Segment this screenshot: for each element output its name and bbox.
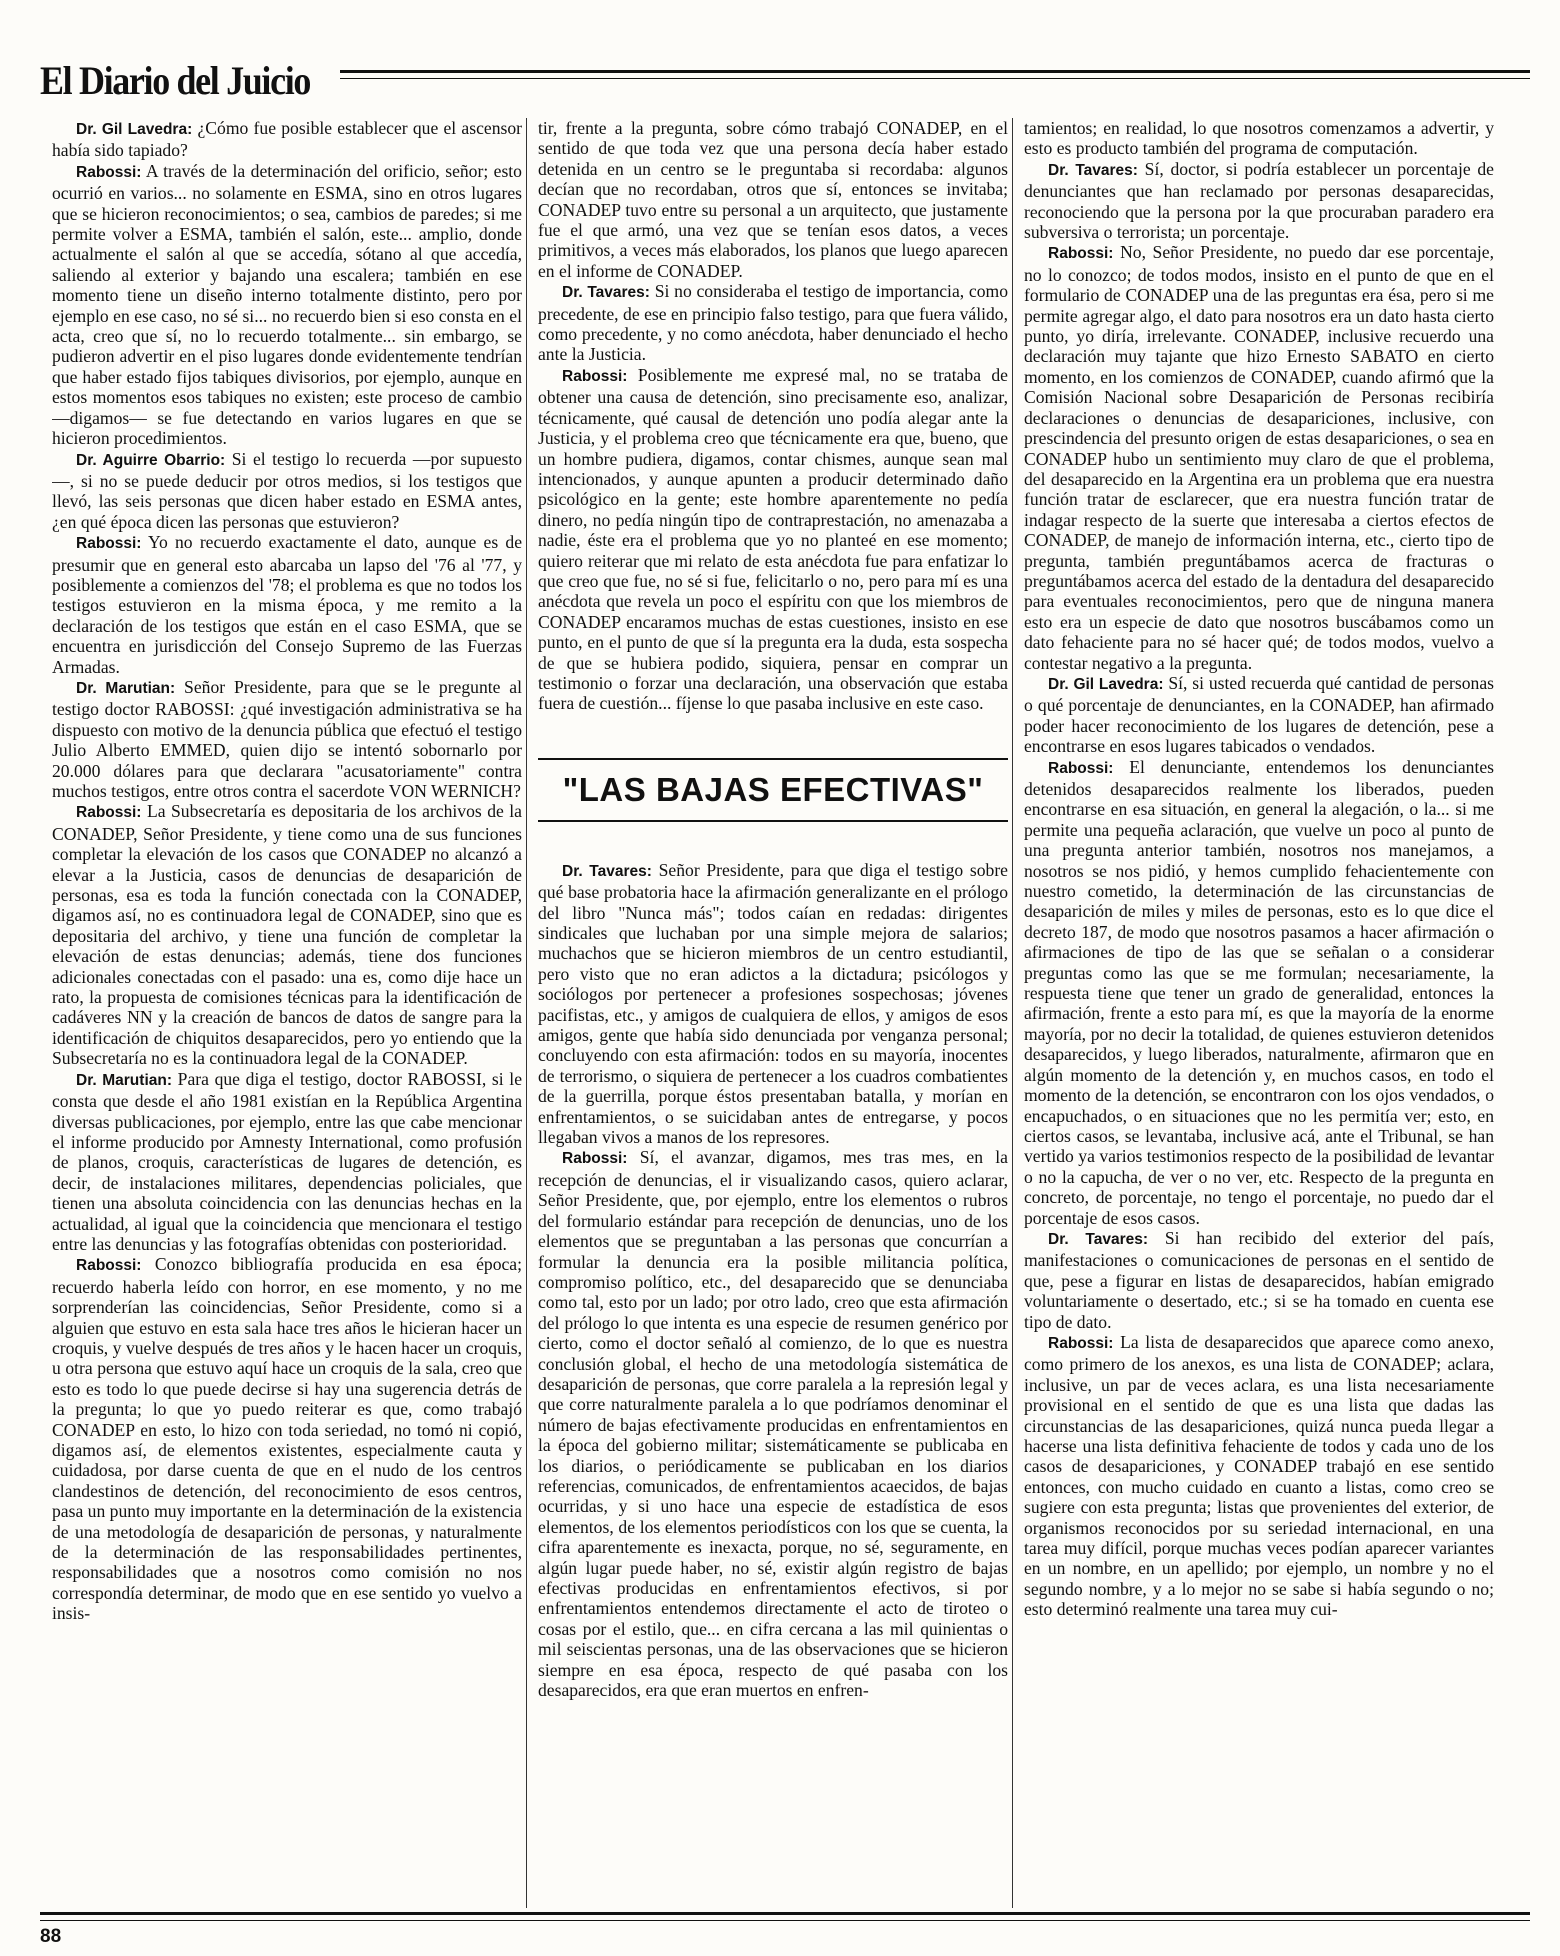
speaker-label: Dr. Aguirre Obarrio: <box>76 451 226 469</box>
headline-rule <box>538 758 1008 760</box>
paragraph: Dr. Gil Lavedra: Sí, si usted recuerda qué cantidad de personas o qué porcentaje de denunciantes, en la CONADEP, han afirmado poder hacer reconocimiento de los lugares de detención, pese a encontrarse en esos lugares tabicados o vendados. <box>1024 672 1494 757</box>
paragraph: Rabossi: Posiblemente me expresé mal, no se trataba de obtener una causa de detención, sino precisamente eso, analizar, técnicamente, qué causal de detención uno podía alegar ante la Justicia, y el problema creo que técnicamente era que, bueno, que un hombre pudiera, digamos, contar chismes, aunque sean mal intencionados, y aunque apunten a producir determinado daño psicológico en la gente; este hombre aparentemente no pedía dinero, no pedía ningún tipo de contraprestación, no amenazaba a nadie, éste era el problema que yo no planteé en ese momento; quiero reiterar que mi relato de esta anécdota fue para enfatizar lo que creo que fue, no sé si fue, felicitarlo o no, pero para mí es una anécdota que revela un poco el espíritu con que los miembros de CONADEP encaramos muchas de estas cuestiones, insisto en ese punto, en el punto de que sí la pregunta era la duda, esta sospecha de que se hubiera podido, siquiera, pensar en comprar un testimonio o forzar una declaración, una observación que estaba fuera de cuestión... fíjense lo que pasaba inclusive en este caso. <box>538 364 1008 714</box>
page-number: 88 <box>40 1926 62 1947</box>
speaker-label: Dr. Tavares: <box>1048 161 1138 179</box>
column-divider <box>1012 118 1013 1908</box>
column-2 <box>538 118 1008 1908</box>
paragraph: Dr. Tavares: Si no consideraba el testigo de importancia, como precedente, de ese en principio falso testigo, para que fuera válido, como precedente, y no como anécdota, haber denunciado el hecho ante la Justicia. <box>538 281 1008 365</box>
footer-rule-thin <box>40 1920 1530 1921</box>
speaker-label: Rabossi: <box>76 163 142 181</box>
column-divider <box>526 118 527 1908</box>
masthead-title: El Diario del Juicio <box>40 58 310 103</box>
paragraph: Dr. Tavares: Señor Presidente, para que diga el testigo sobre qué base probatoria hace la afirmación generalizante en el prólogo del libro "Nunca más"; todos caían en redadas: dirigentes sindicales que luchaban por una simple mejora de salarios; muchachos que se hicieron miembros de un centro estudiantil, pero visto que no eran adictos a la dictadura; psicólogos y sociólogos por pertenecer a profesiones sospechosas; jóvenes pacifistas, etc., y amigos de cualquiera de ellos, y amigos de esos amigos, gente que había sido denunciada por venganza personal; concluyendo con esta afirmación: todos en su mayoría, inocentes de terrorismo, o siquiera de pertenecer a los cuadros combatientes de la guerrilla, porque éstos presentaban batalla, y morían en enfrentamientos, o se suicidaban antes de entregarse, y pocos llegaban vivos a manos de los represores. <box>538 859 1008 1148</box>
speaker-label: Rabossi: <box>76 1257 142 1275</box>
speaker-label: Rabossi: <box>76 535 142 553</box>
masthead-rule-thick <box>340 70 1530 73</box>
paragraph: Rabossi: La Subsecretaría es depositaria de los archivos de la CONADEP, Señor Presidente, y tiene como una de sus funciones completar la elevación de los casos que CONADEP no alcanzó a elevar a la Justicia, casos de denuncias de desaparición de personas, esa es toda la función conectada con la CONADEP, digamos así, no es continuadora legal de CONADEP, sino que es depositaria del archivo, y tiene una función de completar la elevación de estas denuncias; además, tiene dos funciones adicionales conectadas con el pasado: una es, como dije hace un rato, la propuesta de comisiones técnicas para la identificación de cadáveres NN y la creación de bancos de datos de sangre para la identificación de chiquitos desaparecidos, pero yo entiendo que la Subsecretaría no es la continuadora legal de la CONADEP. <box>52 801 522 1069</box>
paragraph: Dr. Tavares: Si han recibido del exterior del país, manifestaciones o comunicaciones de personas en el sentido de que, pese a figurar en listas de desaparecidos, habían emigrado voluntariamente o desertado, etc.; si se ha tomado en cuenta ese tipo de dato. <box>1024 1227 1494 1332</box>
section-headline-box <box>538 758 1008 822</box>
speaker-label: Dr. Gil Lavedra: <box>76 121 193 138</box>
column-1 <box>52 118 522 1908</box>
page-footer <box>40 1912 1530 1952</box>
paragraph: Rabossi: Conozco bibliografía producida en esa época; recuerdo haberla leído con horror, en ese momento, y no me sorprenderían las coincidencias, Señor Presidente, como si a alguien que estuvo en esta sala hace tres años le hicieran hacer un croquis, y vuelve después de tres años y le hacen hacer un croquis, u otra persona que estuvo aquí hace un croquis de la sala, creo que esto es todo lo que puede decirse si hay una sugerencia detrás de la pregunta; lo que yo puedo reiterar es que, como trabajó CONADEP en esto, lo hizo con toda seriedad, no tomó ni copió, digamos así, de elementos existentes, especialmente cauta y cuidadosa, por darse cuenta de que en el nudo de los centros clandestinos de detención, del reconocimiento de esos centros, pasa un punto muy importante en la determinación de la existencia de una metodología de desaparición de personas, y naturalmente de la determinación de las responsabilidades pertinentes, responsabilidades que a nosotros como comisión no nos correspondía determinar, de modo que en ese sentido yo vuelvo a insis- <box>52 1254 522 1624</box>
section-headline: "LAS BAJAS EFECTIVAS" <box>562 770 984 808</box>
speaker-label: Rabossi: <box>76 804 142 822</box>
speaker-label: Dr. Tavares: <box>1048 1230 1149 1248</box>
speaker-label: Dr. Tavares: <box>562 284 650 302</box>
speaker-label: Dr. Tavares: <box>562 862 652 880</box>
paragraph: Dr. Tavares: Sí, doctor, si podría establecer un porcentaje de denunciantes que han reclamado por personas desaparecidas, reconociendo que la persona por la que procuraban paradero era subversiva o terrorista; un porcentaje. <box>1024 158 1494 243</box>
speaker-label: Rabossi: <box>562 1150 628 1168</box>
speaker-label: Dr. Gil Lavedra: <box>1048 675 1164 693</box>
masthead-rule-thin <box>340 78 1530 79</box>
paragraph: Dr. Aguirre Obarrio: Si el testigo lo recuerda —por supuesto—, si no se puede deducir por otros medios, si los testigos que llevó, las seis personas que dicen haber estado en ESMA antes, ¿en qué época dicen las personas que estuvieron? <box>52 448 522 532</box>
paragraph: Rabossi: Yo no recuerdo exactamente el dato, aunque es de presumir que en general esto abarcaba un lapso del '76 al '77, y posiblemente a comienzos del '78; el problema es que no todos los testigos estuvieron en la misma época, y me remito a la declaración de los testigos que están en el caso ESMA, que se encuentra en jurisdicción del Consejo Supremo de las Fuerzas Armadas. <box>52 532 522 677</box>
column-3 <box>1024 118 1494 1908</box>
footer-rule-thick <box>40 1912 1530 1915</box>
paragraph: Dr. Gil Lavedra: ¿Cómo fue posible establecer que el ascensor había sido tapiado? <box>52 118 522 161</box>
headline-rule <box>538 820 1008 822</box>
paragraph: Rabossi: El denunciante, entendemos los denunciantes detenidos desaparecidos realmente los liberados, pueden encontrarse en esa situación, en general la alegación, o la... si me permite una pequeña aclaración, que vuelve un poco al punto de una pregunta anterior también, nosotros nos manejamos, a nosotros se nos pidió, y hemos cumplido fehacientemente con nuestro cometido, la determinación de las circunstancias de desaparición de miles y miles de personas, esto es lo que dice el decreto 187, de modo que nosotros pasamos a hacer afirmación o afirmaciones de tipo de las que se señalan o a considerar preguntas como las que se me formulan; necesariamente, la respuesta tiene que tener un grado de generalidad, entonces la afirmación, frente a esto para mí, es que la mayoría de la enorme mayoría, por no decir la totalidad, de quienes estuvieron detenidos desaparecidos, y luego liberados, naturalmente, afirmaron que en algún momento de la detención y, en muchos casos, en todo el momento de la detención, se encontraron con los ojos vendados, o encapuchados, o en situaciones que no les permitía ver; esto, en ciertos casos, se levantaba, inclusive acá, ante el Tribunal, se han vertido ya varios testimonios respecto de la posibilidad de levantar o no la capucha, de ver o no ver, etc. Respecto de la pregunta en concreto, de porcentaje, no tengo el porcentaje, no puedo dar el porcentaje de esos casos. <box>1024 756 1494 1228</box>
speaker-label: Dr. Marutian: <box>76 1071 172 1089</box>
speaker-label: Rabossi: <box>1048 759 1114 777</box>
speaker-label: Rabossi: <box>562 367 628 385</box>
paragraph: Rabossi: Sí, el avanzar, digamos, mes tras mes, en la recepción de denuncias, el ir visualizando casos, quiero aclarar, Señor Presidente, que, por ejemplo, entre los elementos o rubros del formulario estándar para recepción de denuncias, uno de los elementos que se preguntaban a las personas que concurrían a formular la denuncia era la posible militancia política, compromiso político, etc., del desaparecido que se denunciaba como tal, esto por un lado; por otro lado, creo que esta afirmación del prólogo lo que intenta es una especie de resumen genérico por cierto, como el doctor señaló al comienzo, de lo que es nuestra conclusión global, el hecho de una metodología sistemática de desaparición de personas, que corre paralela a la represión legal y que corre naturalmente paralela a lo que podríamos denominar el número de bajas efectivamente producidas en enfrentamientos en la época del gobierno militar; sistemáticamente se publicaba en los diarios, o periódicamente se publicaban en los diarios referencias, comunicados, de enfrentamientos acaecidos, de bajas ocurridas, y si uno hace una especie de estadística de esos elementos, de los elementos periodísticos con los que se cuenta, la cifra aparentemente es inexacta, porque, no sé, seguramente, en algún lugar puede haber, no sé, existir algún registro de bajas efectivas producidas en enfrentamientos efectivos, si por enfrentamientos entendemos directamente el acto de tiroteo o cosas por el estilo, que... en cifra cercana a las mil quinientas o mil seiscientas personas, una de las observaciones que se hicieron siempre en esa época, respecto de qué pasaba con los desaparecidos, era que eran muertos en enfren- <box>538 1147 1008 1701</box>
paragraph: Dr. Marutian: Para que diga el testigo, doctor RABOSSI, si le consta que desde el año 1981 existían en la República Argentina diversas publicaciones, por ejemplo, entre las que cabe mencionar el informe producido por Amnesty International, como profusión de planos, croquis, características de lugares de detención, es decir, de instalaciones militares, dependencias policiales, que tienen una absoluta coincidencia con las denuncias hechas en la actualidad, al igual que la coincidencia que mencionara el testigo entre las denuncias y las fotografías obtenidas con posterioridad. <box>52 1068 522 1254</box>
speaker-label: Rabossi: <box>1048 245 1114 263</box>
speaker-label: Dr. Marutian: <box>76 679 176 697</box>
paragraph: Rabossi: A través de la determinación del orificio, señor; esto ocurrió en varios... no solamente en ESMA, sino en otros lugares que se hicieron reconocimientos; o sea, cambios de paredes; si me permite volver a ESMA, también el salón, este... amplio, donde actualmente el salón al que se accedía, sótano al que accedía, saliendo al exterior y bajando una escalera; también en ese momento tiene un diseño interno totalmente distinto, pero por ejemplo en ese caso, no sé si... no recuerdo bien si eso consta en el acta, creo que sí, no lo recuerdo totalmente... sin embargo, se pudieron advertir en el piso lugares donde evidentemente tendrían que haber estado fijos tabiques divisorios, por ejemplo, aunque en estos momentos esos tabiques no existen; este proceso de cambio —digamos— se fue detectando en varios lugares en que se hicieron procedimientos. <box>52 160 522 449</box>
paragraph: tamientos; en realidad, lo que nosotros comenzamos a advertir, y esto es producto también del programa de computación. <box>1024 118 1494 159</box>
paragraph: Dr. Marutian: Señor Presidente, para que se le pregunte al testigo doctor RABOSSI: ¿qué investigación administrativa se ha dispuesto con motivo de la denuncia pública que efectuó el testigo Julio Alberto EMMED, quien dijo se intentó sobornarlo por 20.000 dólares para que declarara "acusatoriamente" contra muchos testigos, entre otros contra el sacerdote VON WERNICH? <box>52 676 522 801</box>
paragraph: Rabossi: No, Señor Presidente, no puedo dar ese porcentaje, no lo conozco; de todos modos, insisto en el punto de que en el formulario de CONADEP una de las preguntas era ésa, pero si me permite agregar algo, el dato para nosotros era un dato hasta cierto punto, yo diría, irrelevante. CONADEP, inclusive recuerdo una declaración muy tajante que hizo Ernesto SABATO en cierto momento, en los comienzos de CONADEP, cuando afirmó que la Comisión Nacional sobre Desaparición de Personas recibiría declaraciones o denuncias de desapariciones, inclusive, con prescindencia del presunto origen de estas desapariciones, o sea en CONADEP hubo un sentimiento muy claro de que el problema, del desaparecido en la Argentina era un problema que era nuestra función tratar de esclarecer, que era nuestra función tratar de indagar respecto de la suerte que interesaba a ciertos efectos de CONADEP, de manejo de información interna, etc., cierto tipo de pregunta, también preguntábamos acerca de fracturas o preguntábamos acerca del estado de la dentadura del desaparecido para eventuales reconocimientos, pero que de ninguna manera esto era un especie de dato que nosotros buscábamos como un dato fehaciente para no sé hacer qué; de todos modos, vuelvo a contestar negativo a la pregunta. <box>1024 242 1494 673</box>
paragraph: tir, frente a la pregunta, sobre cómo trabajó CONADEP, en el sentido de que toda vez que una persona decía haber estado detenida en un centro se le preguntaba si recordaba: algunos decían que no recordaban, otros que sí, entonces se invitaba; CONADEP tuvo entre su personal a un arquitecto, que justamente fue el que armó, una vez que se tenían esos datos, a veces primitivos, a veces más elaborados, los planos que luego aparecen en el informe de CONADEP. <box>538 118 1008 281</box>
masthead <box>40 56 1530 106</box>
paragraph: Rabossi: La lista de desaparecidos que aparece como anexo, como primero de los anexos, es una lista de CONADEP; aclara, inclusive, un par de veces aclara, es una lista necesariamente provisional en el sentido de que es una lista que dadas las circunstancias de las desapariciones, quizá nunca pueda llegar a hacerse una lista definitiva fehaciente de todos y cada uno de los casos de desapariciones, y CONADEP trabajó en ese sentido entonces, con mucho cuidado en cuanto a listas, como creo se sugiere con esta pregunta; listas que provenientes del exterior, de organismos reconocidos por su seriedad internacional, en una tarea muy difícil, porque muchas veces podían aparecer variantes en un nombre, en un apellido; por ejemplo, un nombre y no el segundo nombre, y a lo mejor no se sabe si había segundo o no; esto determinó realmente una tarea muy cui- <box>1024 1331 1494 1620</box>
speaker-label: Rabossi: <box>1048 1334 1114 1352</box>
